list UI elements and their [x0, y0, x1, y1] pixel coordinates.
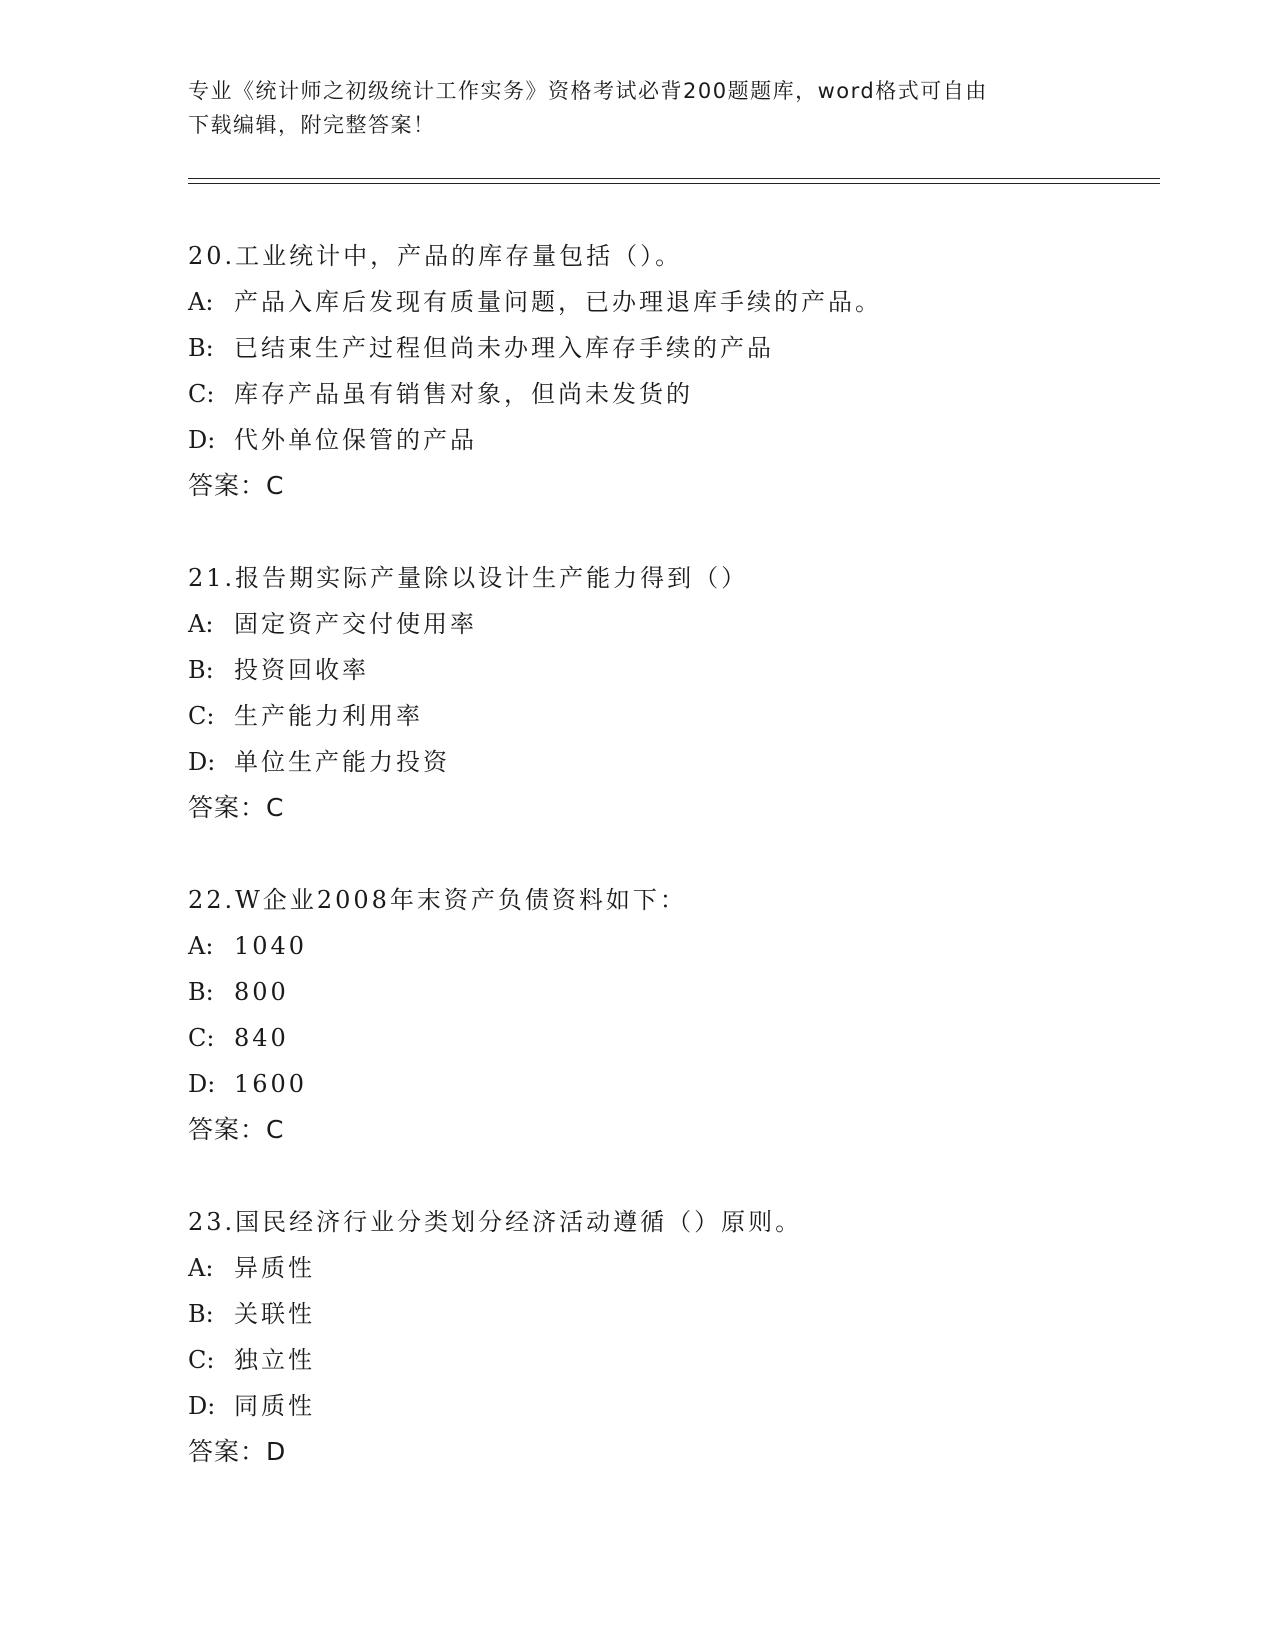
option-text: 固定资产交付使用率: [234, 610, 477, 638]
option-text: 独立性: [234, 1346, 315, 1374]
option-c: [188, 1015, 1148, 1061]
option-text: 库存产品虽有销售对象，但尚未发货的: [234, 380, 693, 408]
option-letter: C:: [188, 702, 215, 730]
option-text: 关联性: [234, 1300, 315, 1328]
option-c: [188, 1337, 1148, 1383]
header-line-2: 下载编辑，附完整答案！: [188, 113, 436, 137]
question-stem: 23.国民经济行业分类划分经济活动遵循（）原则。: [188, 1208, 803, 1236]
option-text: 生产能力利用率: [234, 702, 423, 730]
option-d: [188, 739, 1148, 785]
question-23: [188, 1199, 1148, 1475]
option-letter: C:: [188, 1346, 215, 1374]
question-21: [188, 555, 1148, 831]
option-d: [188, 1383, 1148, 1429]
option-letter: A:: [188, 610, 214, 638]
option-letter: D:: [188, 1070, 216, 1098]
option-a: [188, 1245, 1148, 1291]
option-text: 异质性: [234, 1254, 315, 1282]
option-letter: B:: [188, 978, 214, 1006]
option-letter: A:: [188, 1254, 214, 1282]
option-d: [188, 417, 1148, 463]
option-text: 1600: [234, 1070, 308, 1098]
option-letter: A:: [188, 932, 214, 960]
option-text: 单位生产能力投资: [234, 748, 450, 776]
option-text: 投资回收率: [234, 656, 369, 684]
option-b: [188, 325, 1148, 371]
question-22: [188, 877, 1148, 1153]
option-c: [188, 693, 1148, 739]
question-list: [188, 233, 1148, 1521]
option-letter: D:: [188, 426, 216, 454]
question-20: [188, 233, 1148, 509]
answer-line: 答案：C: [188, 471, 285, 500]
option-text: 1040: [234, 932, 308, 960]
answer-line: 答案：C: [188, 1115, 285, 1144]
option-letter: D:: [188, 748, 216, 776]
option-letter: C:: [188, 1024, 215, 1052]
option-text: 代外单位保管的产品: [234, 426, 477, 454]
option-c: [188, 371, 1148, 417]
option-text: 产品入库后发现有质量问题，已办理退库手续的产品。: [234, 288, 882, 316]
answer-line: 答案：D: [188, 1437, 287, 1466]
option-b: [188, 969, 1148, 1015]
option-letter: B:: [188, 656, 214, 684]
option-b: [188, 1291, 1148, 1337]
option-letter: B:: [188, 334, 214, 362]
option-d: [188, 1061, 1148, 1107]
option-a: [188, 279, 1148, 325]
option-text: 已结束生产过程但尚未办理入库存手续的产品: [234, 334, 774, 362]
option-text: 800: [234, 978, 289, 1006]
option-letter: B:: [188, 1300, 214, 1328]
option-a: [188, 923, 1148, 969]
question-stem: 20.工业统计中，产品的库存量包括（）。: [188, 242, 683, 270]
document-header: [188, 74, 1088, 142]
answer-line: 答案：C: [188, 793, 285, 822]
header-divider-top: [188, 178, 1160, 179]
option-text: 同质性: [234, 1392, 315, 1420]
header-line-1: 专业《统计师之初级统计工作实务》资格考试必背200题题库，word格式可自由: [188, 79, 988, 103]
option-letter: C:: [188, 380, 215, 408]
option-letter: A:: [188, 288, 214, 316]
option-letter: D:: [188, 1392, 216, 1420]
option-text: 840: [234, 1024, 289, 1052]
option-b: [188, 647, 1148, 693]
question-stem: 21.报告期实际产量除以设计生产能力得到（）: [188, 564, 749, 592]
header-divider-bottom: [188, 183, 1160, 184]
option-a: [188, 601, 1148, 647]
question-stem: 22.W企业2008年末资产负债资料如下：: [188, 886, 687, 914]
